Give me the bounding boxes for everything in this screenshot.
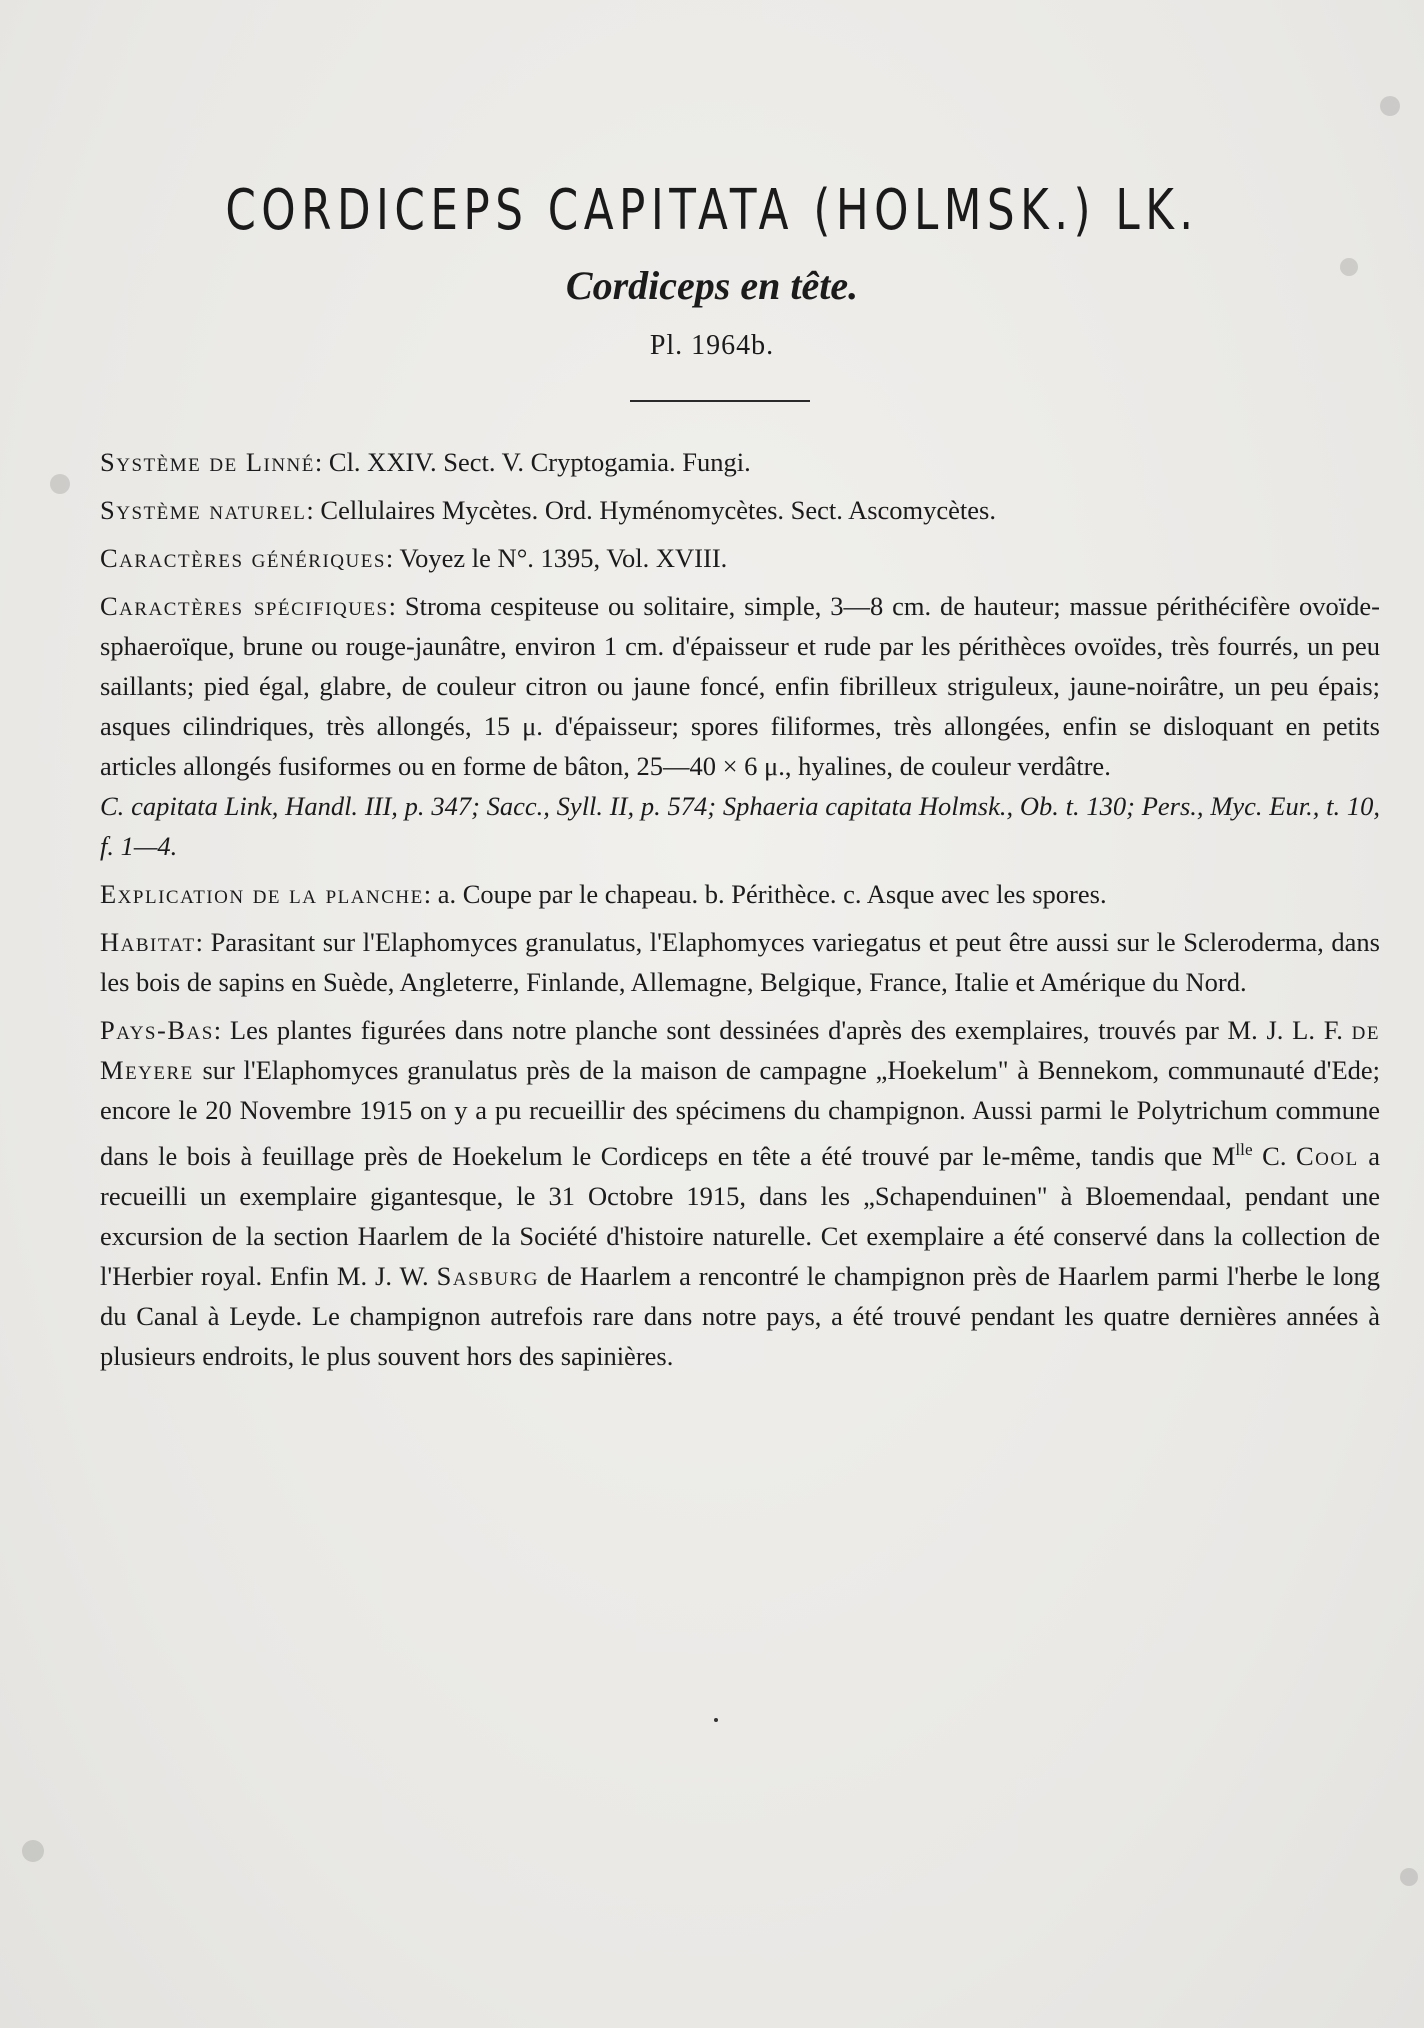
section-naturel: Système naturel: Cellulaires Mycètes. Ord. Hyménomycètes. Sect. Ascomycètes. [100,495,996,525]
page-subtitle: Cordiceps en tête. [565,263,859,308]
section-text: sur l'Elaphomyces granulatus près de la maison de campagne „Hoekelum" à Bennekom, communauté d'Ede; encore le 20 Novembre 1915 on y a pu recueillir des spécimens du champignon. Aussi parmi le Polytrichum commune dans le bois à feuillage près de Hoekelum le Cordiceps en tête a été trouvé par le-même, tandis que [100,1055,1381,1171]
section-label: Système de Linné [100,447,315,477]
center-dot [714,1718,718,1722]
person-name: Sasburg [436,1260,539,1291]
person-name: Cool [1295,1140,1359,1171]
section-text: a recueilli un exemplaire gigantesque, le 31 Octobre 1915, dans les „Schapenduinen" à Bloemendaal, pendant une excursion de la section Haarlem de la Société d'histoire naturelle. Cet exemplaire a été conservé dans la collection de l'Herbier royal. Enfin M. J. W. [100,1140,1381,1291]
section-label: Pays-Bas [100,1015,214,1045]
person-name: de Meyere [100,1015,1380,1085]
section-text: de Haarlem a rencontré le champignon près de Haarlem parmi l'herbe le long du Canal à Leyde. Le champignon autrefois rare dans notre pays, a été trouvé pendant les quatre dernières années à plusieurs endroits, le plus souvent hors des sapinières. [100,1260,1381,1371]
section-text: a. Coupe par le chapeau. b. Périthèce. c. Asque avec les spores. [437,879,1107,909]
document-body [100,442,1380,1384]
paper-spot [1400,1868,1418,1886]
section-paysbas: Pays-Bas: Les plantes figurées dans notre planche sont dessinées d'après des exemplaires, trouvés par M. J. L. F. de Meyere sur l'Elaphomyces granulatus près de la maison de campagne „Hoekelum" à Bennekom, communauté d'Ede; encore le 20 Novembre 1915 on y a pu recueillir des spécimens du champignon. Aussi parmi le Polytrichum commune dans le bois à feuillage près de Hoekelum le Cordiceps en tête a été trouvé par le-même, tandis que $M^{lle}$ C. Cool a recueilli un exemplaire gigantesque, le 31 Octobre 1915, dans les „Schapenduinen" à Bloemendaal, pendant une excursion de la section Haarlem de la Société d'histoire naturelle. Cet exemplaire a été conservé dans la collection de l'Herbier royal. Enfin M. J. W. Sasburg de Haarlem a rencontré le champignon près de Haarlem parmi l'herbe le long du Canal à Leyde. Le champignon autrefois rare dans notre pays, a été trouvé pendant les quatre dernières années à plusieurs endroits, le plus souvent hors des sapinières. [100,1015,1381,1371]
section-text: C. [1262,1140,1287,1171]
plate-number: Pl. 1964b. [649,330,775,361]
section-text: Parasitant sur l'Elaphomyces granulatus, l'Elaphomyces variegatus et peut être aussi sur le Scleroderma, dans les bois de sapins en Suède, Angleterre, Finlande, Allemagne, Belgique, France, Italie et Amérique du Nord. [100,927,1380,997]
paper-spot [50,474,70,494]
section-specifiques: Caractères spécifiques: Stroma cespiteuse ou solitaire, simple, 3—8 cm. de hauteur; massue périthécifère ovoïde-sphaeroïque, brune ou rouge-jaunâtre, environ 1 cm. d'épaisseur et rude par les périthèces ovoïdes, très fourrés, un peu saillants; pied égal, glabre, de couleur citron ou jaune foncé, enfin fibrilleux striguleux, jaune-noirâtre, un peu épais; asques cilindriques, très allongés, 15 μ. d'épaisseur; spores filiformes, très allongées, enfin se disloquant en petits articles allongés fusiformes ou en forme de bâton, 25—40 × 6 μ., hyalines, de couleur verdâtre. [100,591,1381,781]
page-title: CORDICEPS CAPITATA (HOLMSK.) LK. [225,178,1199,243]
title-divider [630,400,810,402]
paper-spot [22,1840,44,1862]
section-label: Explication de la planche [100,879,424,909]
section-text: Les plantes figurées dans notre planche sont dessinées d'après des exemplaires, trouvés par M. J. L. F. [229,1015,1343,1045]
section-label: Caractères génériques [100,543,386,573]
section-text: Cl. XXIV. Sect. V. Cryptogamia. Fungi. [328,447,751,477]
section-habitat: Habitat: Parasitant sur l'Elaphomyces granulatus, l'Elaphomyces variegatus et peut être aussi sur le Scleroderma, dans les bois de sapins en Suède, Angleterre, Finlande, Allemagne, Belgique, France, Italie et Amérique du Nord. [100,927,1380,997]
section-text: Voyez le N°. 1395, Vol. XVIII. [399,543,728,573]
paper-spot [1380,96,1400,116]
section-label: Habitat [100,927,196,957]
section-label: Système naturel [100,495,307,525]
section-generiques: Caractères génériques: Voyez le N°. 1395, Vol. XVIII. [100,543,728,573]
section-text: Cellulaires Mycètes. Ord. Hyménomycètes. Sect. Ascomycètes. [320,495,996,525]
synonymy: C. capitata Link, Handl. III, p. 347; Sacc., Syll. II, p. 574; Sphaeria capitata Holmsk., Ob. t. 130; Pers., Myc. Eur., t. 10, f. 1—4. [100,791,1380,861]
section-linne: Système de Linné: Cl. XXIV. Sect. V. Cryptogamia. Fungi. [100,447,751,477]
section-explication: Explication de la planche: a. Coupe par le chapeau. b. Périthèce. c. Asque avec les spores. [100,879,1107,909]
section-text: Stroma cespiteuse ou solitaire, simple, 3—8 cm. de hauteur; massue périthécifère ovoïde-sphaeroïque, brune ou rouge-jaunâtre, environ 1 cm. d'épaisseur et rude par les périthèces ovoïdes, très fourrés, un peu saillants; pied égal, glabre, de couleur citron ou jaune foncé, enfin fibrilleux striguleux, jaune-noirâtre, un peu épais; asques cilindriques, très allongés, 15 μ. d'épaisseur; spores filiformes, très allongées, enfin se disloquant en petits articles allongés fusiformes ou en forme de bâton, 25—40 × 6 μ., hyalines, de couleur verdâtre. [100,591,1381,781]
title-mlle: $M^{lle}$ [1211,1140,1253,1171]
section-label: Caractères spécifiques [100,591,389,621]
